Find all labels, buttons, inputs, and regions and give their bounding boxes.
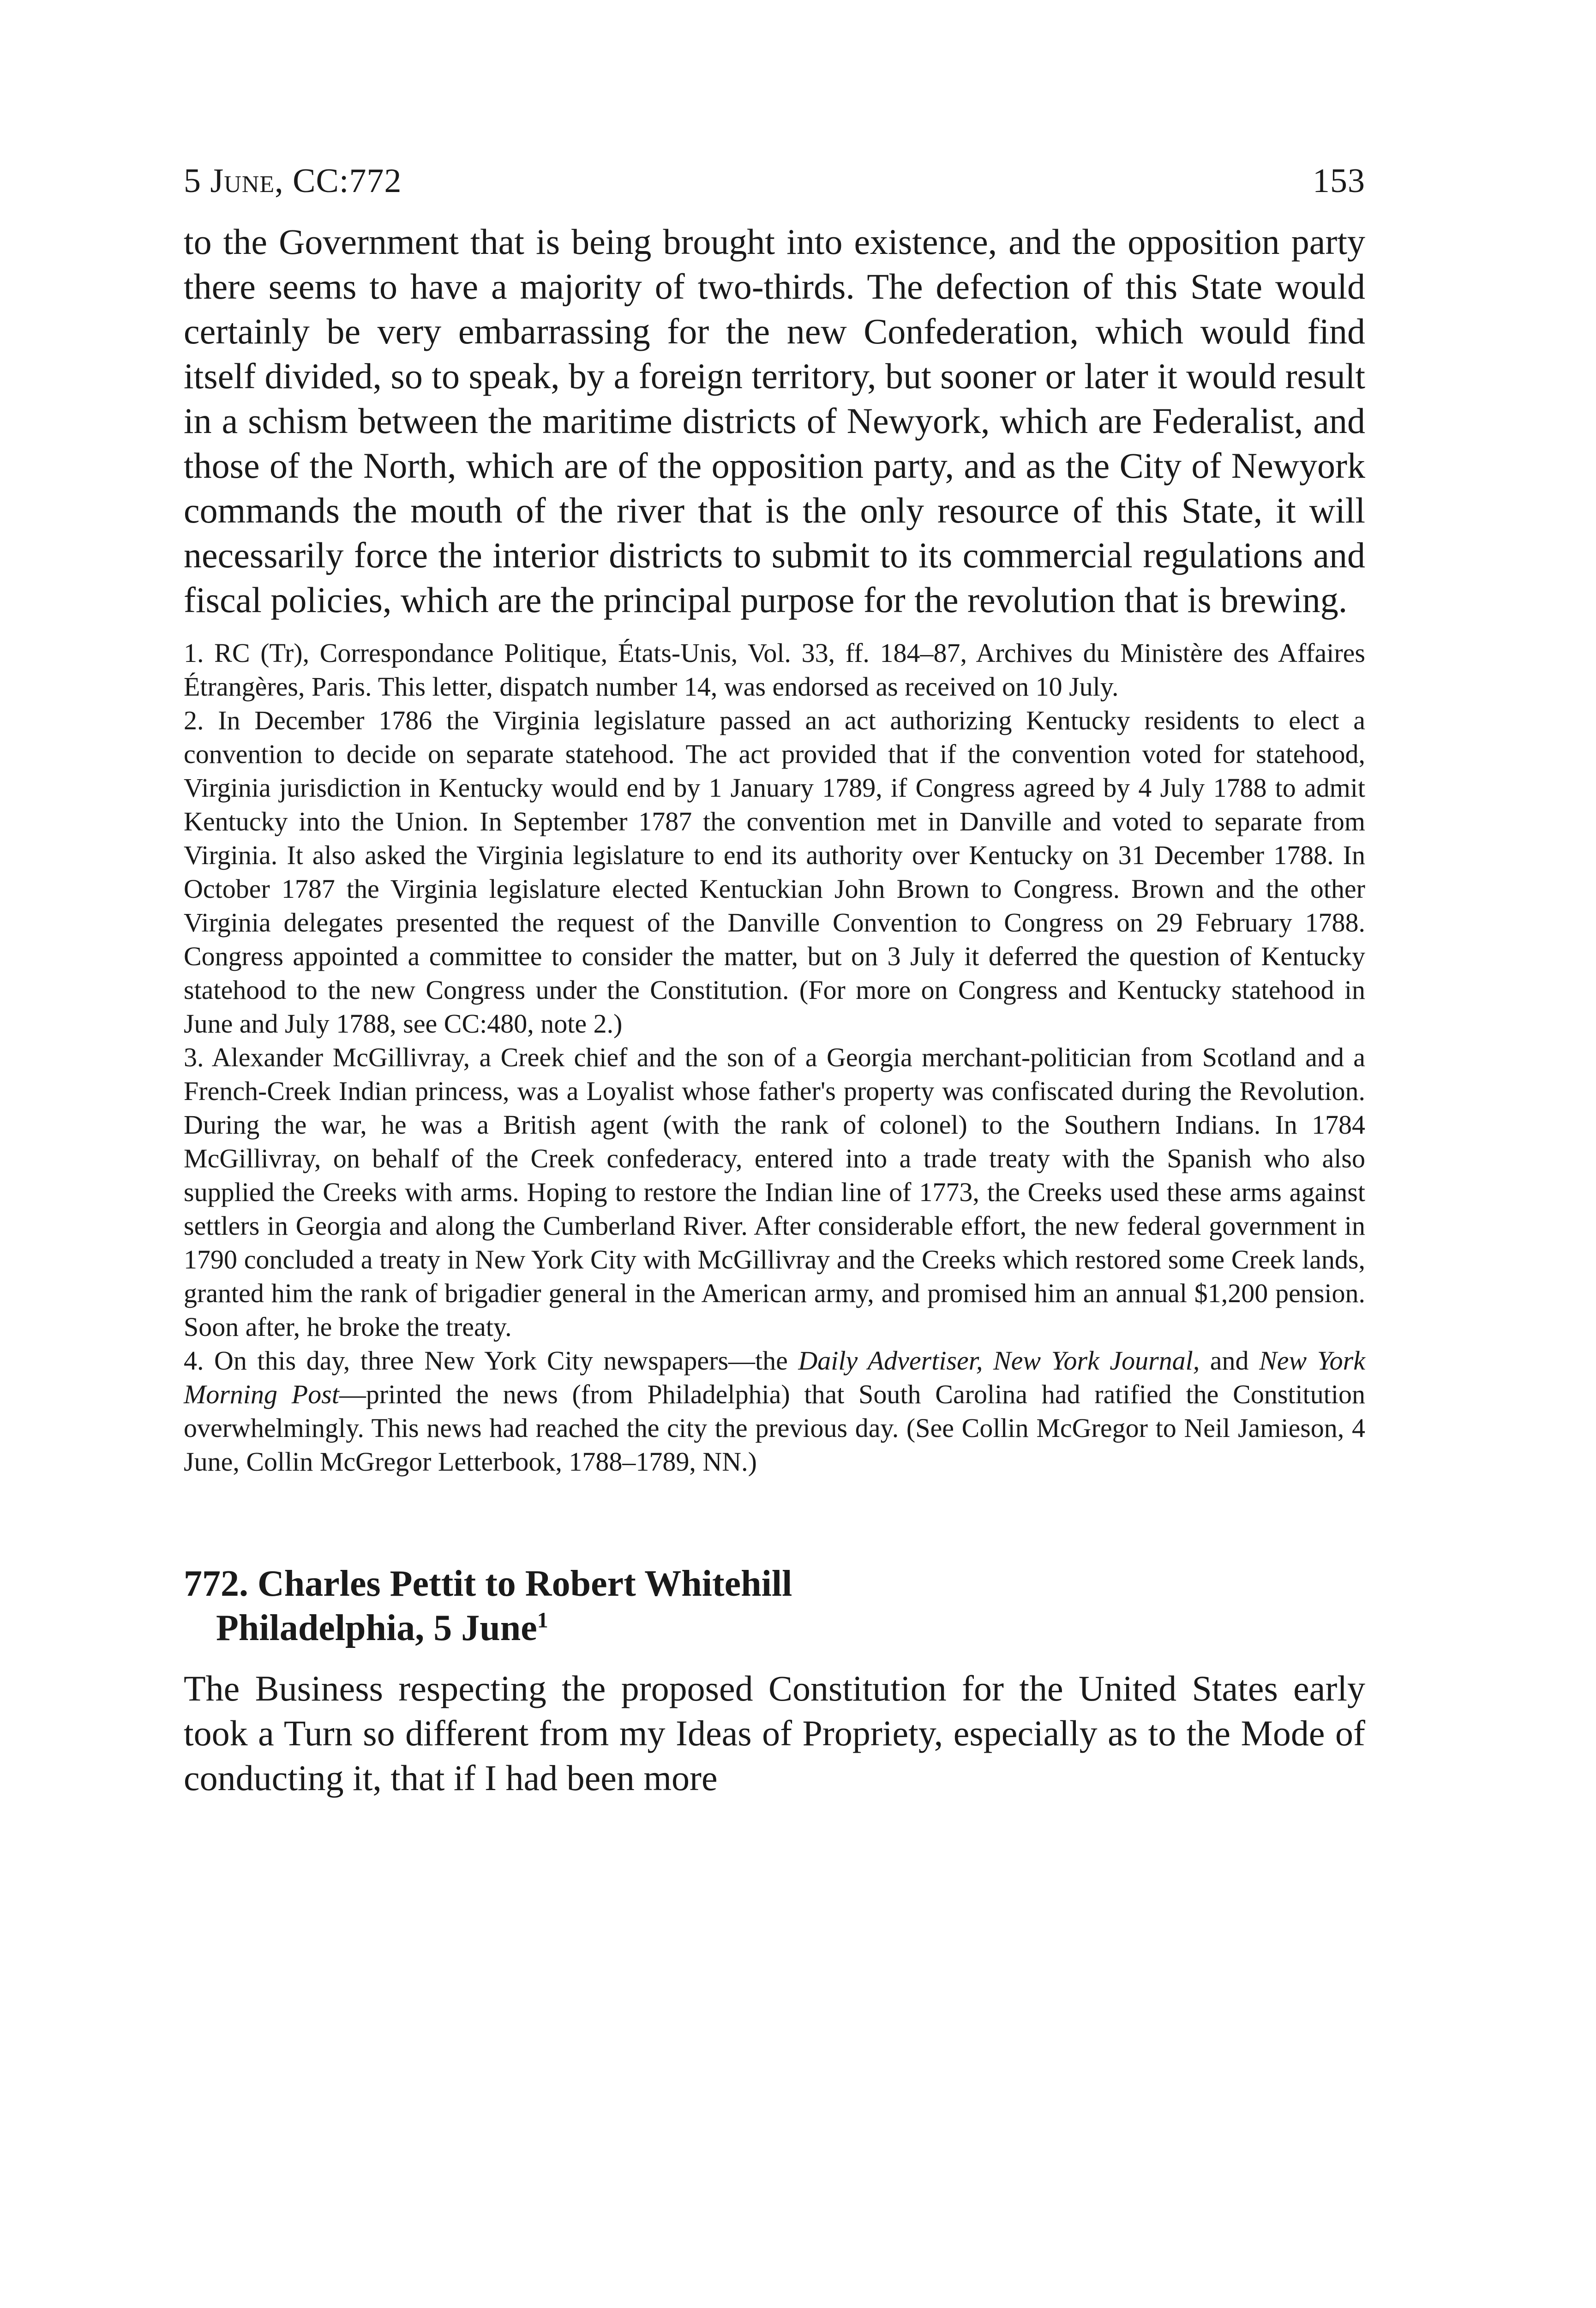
footnote-2: 2. In December 1786 the Virginia legislature passed an act authorizing Kentucky residents to elect a convention to decide on separate statehood. The act provided that if the convention voted for statehood, Virginia jurisdiction in Kentucky would end by 1 January 1789, if Congress agreed by 4 July 1788 to admit Kentucky into the Union. In September 1787 the convention met in Danville and voted to separate from Virginia. It also asked the Virginia legislature to end its authority over Kentucky on 31 December 1788. In October 1787 the Virginia legislature elected Kentuckian John Brown to Congress. Brown and the other Virginia delegates presented the request of the Danville Convention to Congress on 29 February 1788. Congress appointed a committee to consider the matter, but on 3 July it deferred the question of Kentucky statehood to the new Congress under the Constitution. (For more on Congress and Kentucky statehood in June and July 1788, see CC:480, note 2.) [184,705,1365,1039]
page [184,162,1365,2308]
footnote-4-text-b: and [1200,1346,1260,1376]
footnote-4-newspapers: Daily Advertiser, New York Journal, [798,1346,1200,1376]
running-head-doc-ref: , CC:772 [275,162,402,200]
footnote-1: 1. RC (Tr), Correspondance Politique, États-Unis, Vol. 33, ff. 184–87, Archives du Ministère des Affaires Étrangères, Paris. This letter, dispatch number 14, was endorsed as received on 10 July. [184,638,1365,702]
document-opening-paragraph: The Business respecting the proposed Constitution for the United States early took a Turn so different from my Ideas of Propriety, especially as to the Mode of conducting it, that if I had been more [184,1668,1365,1798]
body-paragraph: to the Government that is being brought into existence, and the opposition party there seems to have a majority of two-thirds. The defection of this State would certainly be very embarrassing for the new Confederation, which would find itself divided, so to speak, by a foreign territory, but sooner or later it would result in a schism between the maritime districts of Newyork, which are Federalist, and those of the North, which are of the opposition party, and as the City of Newyork commands the mouth of the river that is the only resource of this State, it will necessarily force the interior districts to submit to its commercial regulations and fiscal policies, which are the principal purpose for the revolution that is brewing. [184,222,1365,620]
document-place-date-text: Philadelphia, 5 June [216,1608,537,1648]
document-heading [184,1562,1365,1650]
footnote-4 [184,1344,1365,1479]
page-number: 153 [1313,162,1365,200]
running-head-day: 5 [184,162,210,200]
running-head [184,162,1365,201]
document-place-date [184,1606,1365,1650]
running-head-month: June [210,162,275,200]
document-title: 772. Charles Pettit to Robert Whitehill [184,1563,792,1604]
running-head-left [184,162,402,201]
footnote-4-newspaper-post: New York Morning Post [184,1346,1365,1409]
footnote-4-text-a: 4. On this day, three New York City newspapers—the [184,1346,798,1376]
footnotes [184,636,1365,1479]
document-note-ref: 1 [537,1608,548,1633]
footnote-3: 3. Alexander McGillivray, a Creek chief and the son of a Georgia merchant-politician from Scotland and a French-Creek Indian princess, was a Loyalist whose father's property was confiscated during the Revolution. During the war, he was a British agent (with the rank of colonel) to the Southern Indians. In 1784 McGillivray, on behalf of the Creek confederacy, entered into a trade treaty with the Spanish who also supplied the Creeks with arms. Hoping to restore the Indian line of 1773, the Creeks used these arms against settlers in Georgia and along the Cumberland River. After considerable effort, the new federal government in 1790 concluded a treaty in New York City with McGillivray and the Creeks which restored some Creek lands, granted him the rank of brigadier general in the American army, and promised him an annual $1,200 pension. Soon after, he broke the treaty. [184,1042,1365,1342]
footnote-4-text-c: —printed the news (from Philadelphia) that South Carolina had ratified the Constitution overwhelmingly. This news had reached the city the previous day. (See Collin McGregor to Neil Jamieson, 4 June, Collin McGregor Letterbook, 1788–1789, NN.) [184,1379,1365,1477]
